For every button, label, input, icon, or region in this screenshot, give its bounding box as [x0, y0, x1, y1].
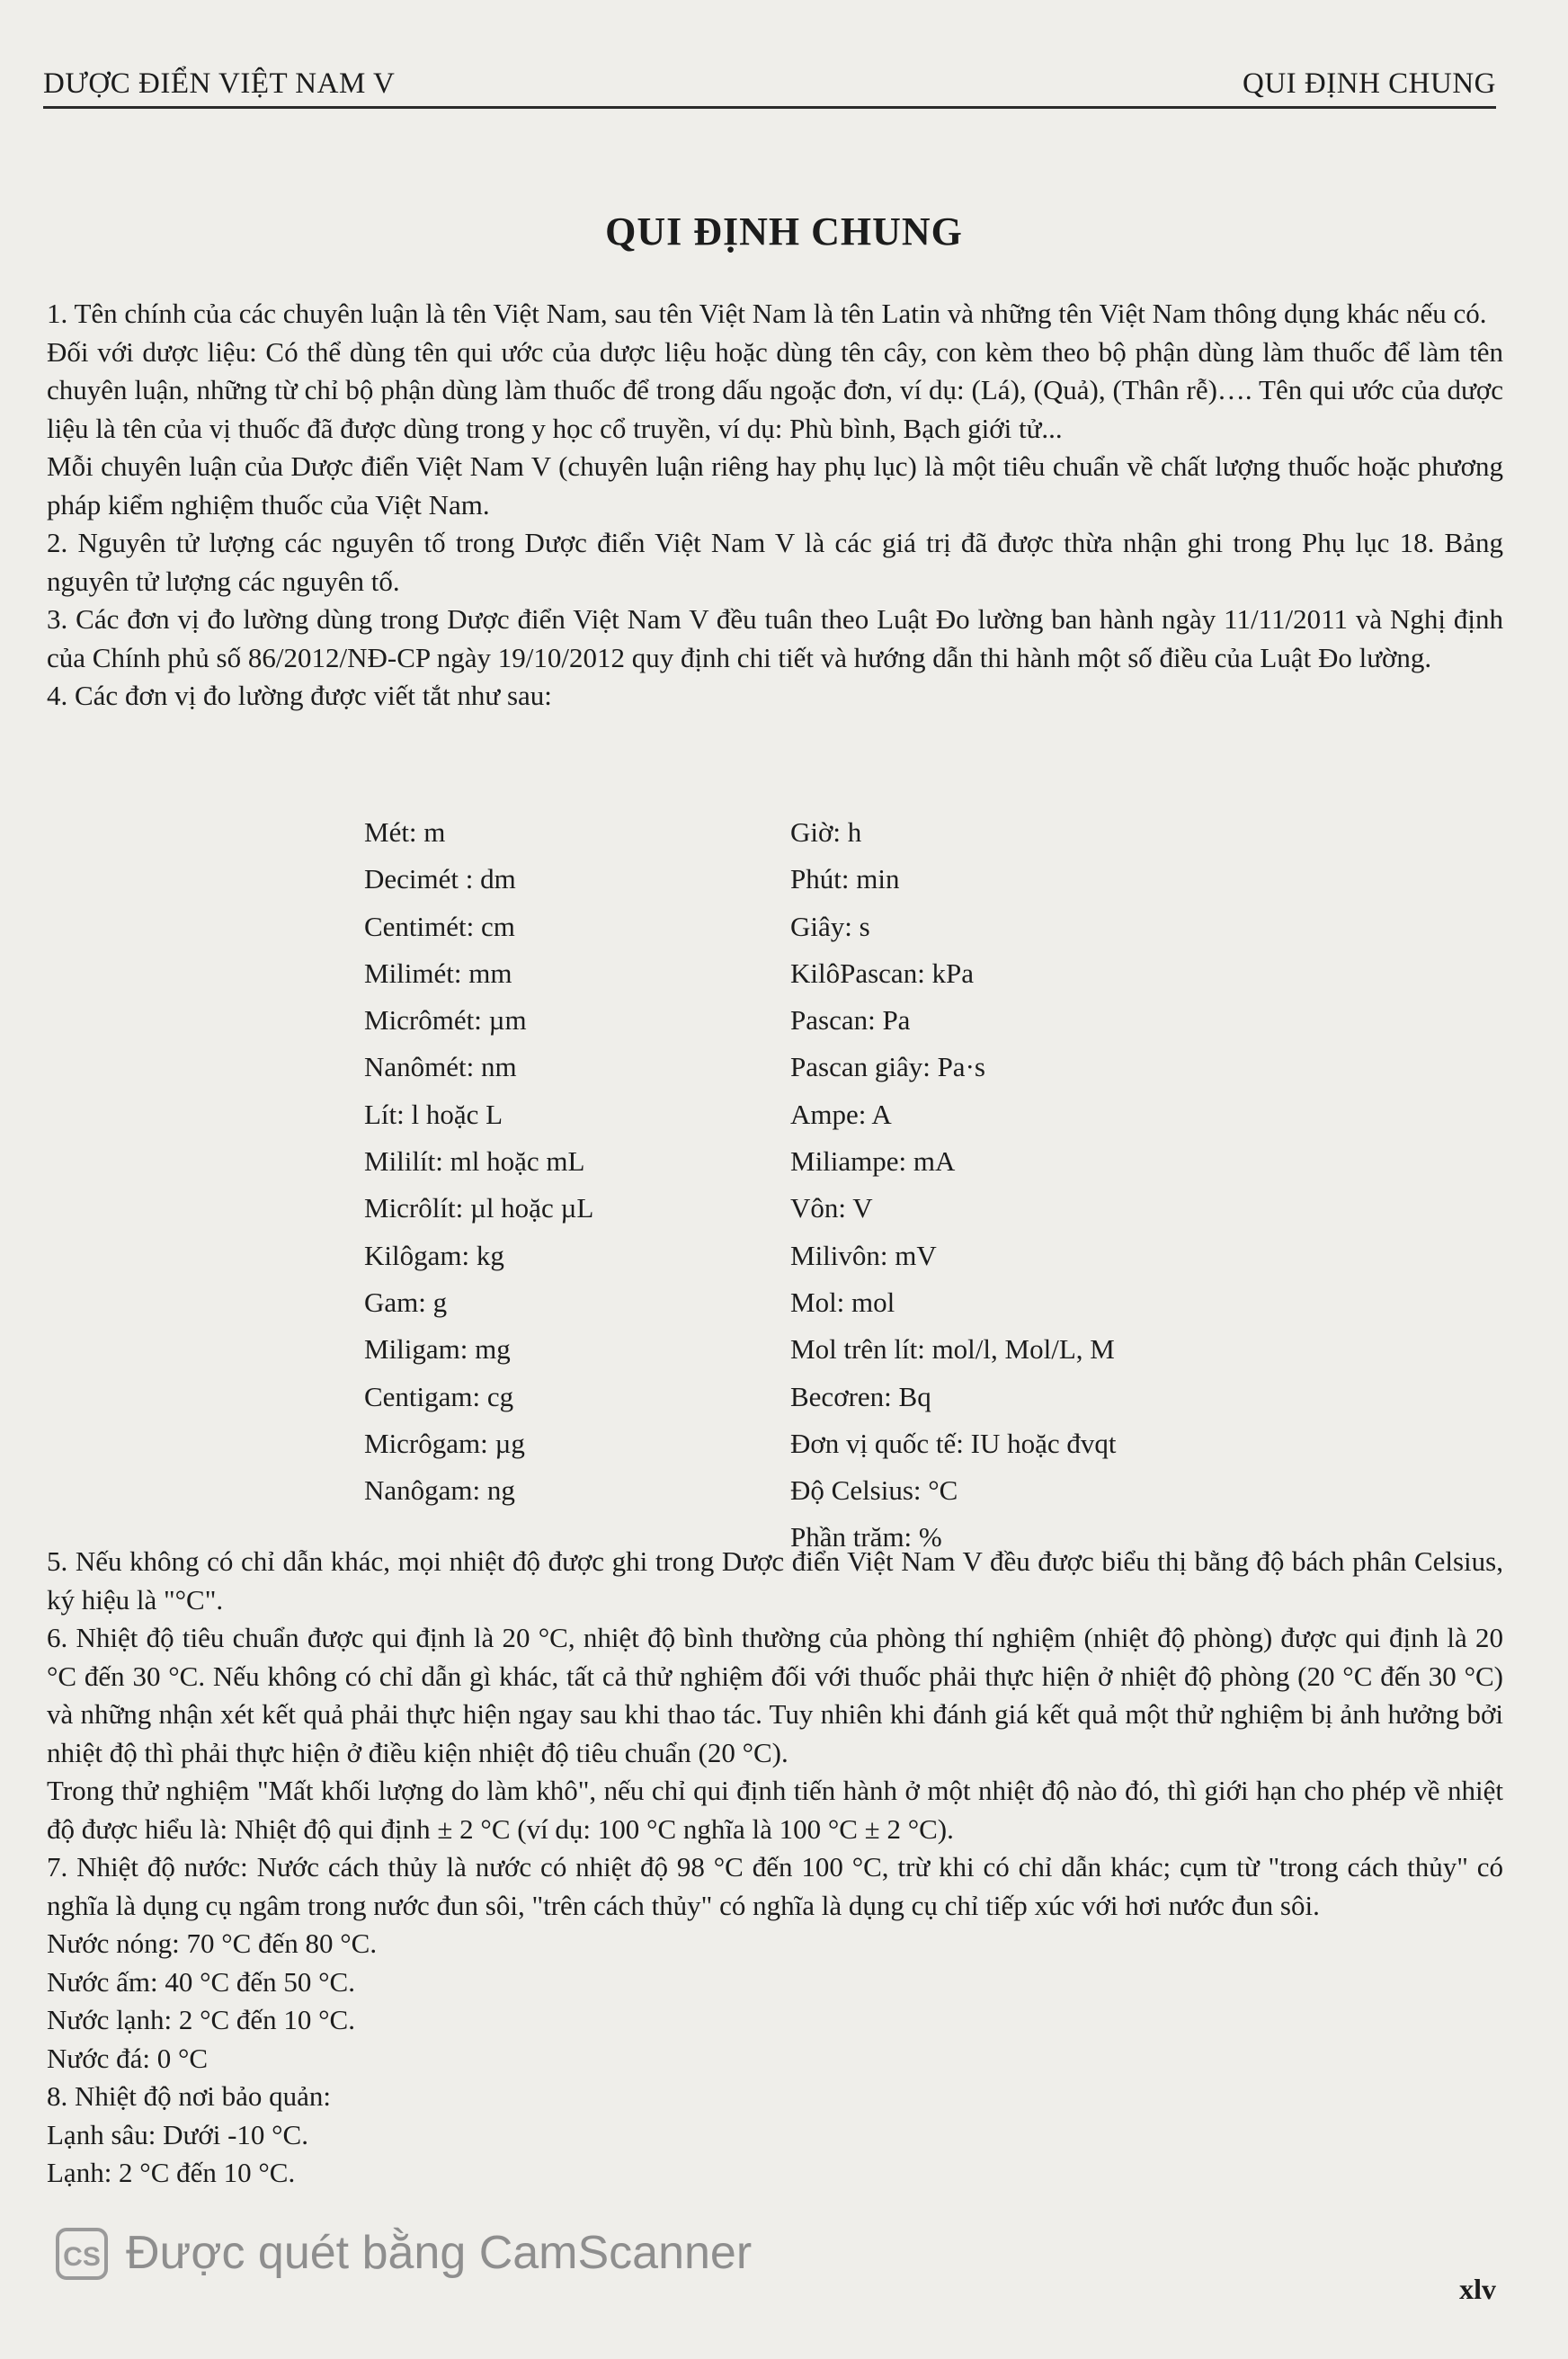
paragraph: Lạnh: 2 °C đến 10 °C. [47, 2157, 296, 2188]
unit-item: Mét: m [364, 816, 446, 848]
unit-item: Becơren: Bq [790, 1380, 931, 1412]
body-bottom [47, 1543, 1503, 2193]
paragraph: Nước nóng: 70 °C đến 80 °C. [47, 1927, 378, 1959]
page-title: QUI ĐỊNH CHUNG [605, 209, 963, 254]
unit-item: Gam: g [364, 1286, 448, 1318]
unit-item: Nanôgam: ng [364, 1474, 515, 1507]
units-column-left [364, 809, 593, 1514]
header-section-title: QUI ĐỊNH CHUNG [1243, 67, 1496, 100]
unit-item: Mililít: ml hoặc mL [364, 1145, 585, 1178]
unit-item: Mol: mol [790, 1286, 895, 1318]
unit-item: Pascan giây: Pa·s [790, 1051, 985, 1083]
paragraph: 6. Nhiệt độ tiêu chuẩn được qui định là 20 °C, nhiệt độ bình thường của phòng thí nghiệm (nhiệt độ phòng) được qui định là 20 °C đến 30 °C. Nếu không có chỉ dẫn gì khác, tất cả thử nghiệm đối với thuốc phải thực hiện ở nhiệt độ phòng (20 °C đến 30 °C) và những nhận xét kết quả phải thực hiện ngay sau khi thao tác. Tuy nhiên khi đánh giá kết quả một thử nghiệm bị ảnh hưởng bởi nhiệt độ thì phải thực hiện ở điều kiện nhiệt độ tiêu chuẩn (20 °C). [47, 1622, 1503, 1768]
unit-item: Vôn: V [790, 1192, 873, 1224]
unit-item: Micrômét: µm [364, 1004, 527, 1037]
unit-item: Miliampe: mA [790, 1145, 956, 1178]
unit-item: Kilôgam: kg [364, 1239, 504, 1271]
header-book-title: DƯỢC ĐIỂN VIỆT NAM V [43, 67, 396, 100]
running-header [43, 65, 1496, 109]
paragraph: 2. Nguyên tử lượng các nguyên tố trong Dược điển Việt Nam V là các giá trị đã được thừa nhận ghi trong Phụ lục 18. Bảng nguyên tử lượng các nguyên tố. [47, 527, 1503, 597]
unit-item: Milimét: mm [364, 957, 512, 989]
unit-item: Micrôgam: µg [364, 1427, 525, 1459]
paragraph: 4. Các đơn vị đo lường được viết tắt như sau: [47, 680, 552, 711]
paragraph: 5. Nếu không có chỉ dẫn khác, mọi nhiệt độ được ghi trong Dược điển Việt Nam V đều được biểu thị bằng độ bách phân Celsius, ký hiệu là "°C". [47, 1545, 1503, 1616]
scanner-watermark: Được quét bằng CamScanner [126, 2227, 753, 2279]
units-column-right [790, 809, 1116, 1562]
page-number: xlv [1459, 2273, 1496, 2305]
paragraph: 8. Nhiệt độ nơi bảo quản: [47, 2080, 332, 2112]
unit-item: Centimét: cm [364, 910, 515, 942]
unit-item: KilôPascan: kPa [790, 957, 975, 989]
unit-item: Phần trăm: % [790, 1521, 942, 1553]
unit-item: Giây: s [790, 910, 870, 942]
unit-item: Ampe: A [790, 1098, 892, 1130]
unit-item: Miligam: mg [364, 1333, 511, 1366]
unit-item: Đơn vị quốc tế: IU hoặc đvqt [790, 1427, 1117, 1459]
paragraph: Nước lạnh: 2 °C đến 10 °C. [47, 2004, 355, 2035]
unit-item: Pascan: Pa [790, 1004, 911, 1037]
unit-item: Centigam: cg [364, 1380, 514, 1412]
unit-item: Phút: min [790, 863, 900, 895]
unit-item: Lít: l hoặc L [364, 1098, 503, 1130]
unit-item: Decimét : dm [364, 863, 516, 895]
unit-item: Giờ: h [790, 816, 862, 848]
paragraph: Đối với dược liệu: Có thể dùng tên qui ước của dược liệu hoặc dùng tên cây, con kèm theo bộ phận dùng làm thuốc để làm tên chuyên luận, những từ chỉ bộ phận dùng làm thuốc để trong dấu ngoặc đơn, ví dụ: (Lá), (Quả), (Thân rễ)…. Tên qui ước của dược liệu là tên của vị thuốc đã được dùng trong y học cổ truyền, ví dụ: Phù bình, Bạch giới tử... [47, 335, 1503, 444]
paragraph: 1. Tên chính của các chuyên luận là tên Việt Nam, sau tên Việt Nam là tên Latin và những tên Việt Nam thông dụng khác nếu có. [47, 298, 1487, 329]
unit-item: Micrôlít: µl hoặc µL [364, 1192, 594, 1224]
paragraph: 3. Các đơn vị đo lường dùng trong Dược điển Việt Nam V đều tuân theo Luật Đo lường ban hành ngày 11/11/2011 và Nghị định của Chính phủ số 86/2012/NĐ-CP ngày 19/10/2012 quy định chi tiết và hướng dẫn thi hành một số điều của Luật Đo lường. [47, 603, 1503, 673]
unit-item: Milivôn: mV [790, 1239, 937, 1271]
paragraph: Nước ấm: 40 °C đến 50 °C. [47, 1965, 355, 1998]
camscanner-logo-icon: CS [56, 2228, 108, 2280]
unit-item: Độ Celsius: °C [790, 1474, 958, 1507]
paragraph: Mỗi chuyên luận của Dược điển Việt Nam V (chuyên luận riêng hay phụ lục) là một tiêu chuẩn về chất lượng thuốc hoặc phương pháp kiểm nghiệm thuốc của Việt Nam. [47, 450, 1503, 521]
unit-item: Mol trên lít: mol/l, Mol/L, M [790, 1333, 1115, 1366]
paragraph: Trong thử nghiệm "Mất khối lượng do làm khô", nếu chỉ qui định tiến hành ở một nhiệt độ nào đó, thì giới hạn cho phép về nhiệt độ được hiểu là: Nhiệt độ qui định ± 2 °C (ví dụ: 100 °C nghĩa là 100 °C ± 2 °C). [47, 1775, 1503, 1845]
paragraph: Nước đá: 0 °C [47, 2042, 209, 2074]
paragraph: 7. Nhiệt độ nước: Nước cách thủy là nước có nhiệt độ 98 °C đến 100 °C, trừ khi có chỉ dẫn khác; cụm từ "trong cách thủy" có nghĩa là dụng cụ ngâm trong nước đun sôi, "trên cách thủy" có nghĩa là dụng cụ chỉ tiếp xúc với hơi nước đun sôi. [47, 1851, 1503, 1921]
body-top [47, 295, 1503, 716]
unit-item: Nanômét: nm [364, 1051, 517, 1083]
paragraph: Lạnh sâu: Dưới -10 °C. [47, 2118, 308, 2150]
